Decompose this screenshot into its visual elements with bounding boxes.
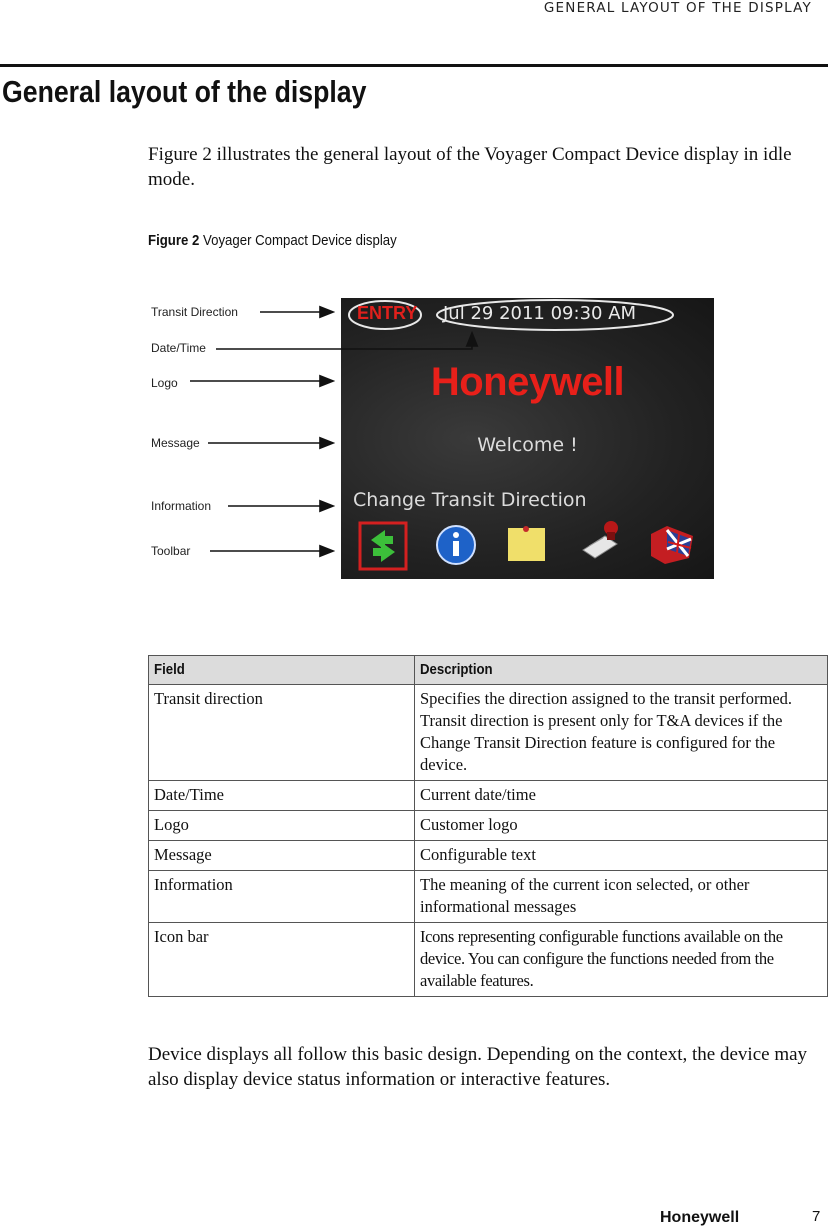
description-cell: Icons representing configurable functions available on the device. You can configure the functions needed from the available features.	[415, 923, 828, 997]
table-header-row	[149, 656, 828, 685]
callout-logo: Logo	[151, 376, 178, 390]
field-cell: Message	[149, 841, 415, 871]
table-row	[149, 781, 828, 811]
figure-number: Figure 2	[148, 232, 200, 249]
welcome-message: Welcome !	[477, 434, 578, 456]
callout-message: Message	[151, 436, 200, 450]
table-row	[149, 841, 828, 871]
transit-direction-indicator: ENTRY	[357, 303, 418, 323]
description-cell: Configurable text	[415, 841, 828, 871]
callout-toolbar: Toolbar	[151, 544, 191, 558]
description-cell: Specifies the direction assigned to the transit performed. Transit direction is present only for T&A devices if the Change Transit Direction feature is configured for the device.	[415, 685, 828, 781]
page-number: 7	[812, 1208, 821, 1225]
table-row	[149, 923, 828, 997]
callout-date-time: Date/Time	[151, 341, 206, 355]
figure-caption	[148, 232, 397, 249]
intro-paragraph: Figure 2 illustrates the general layout of the Voyager Compact Device display in idle mode.	[148, 144, 792, 190]
running-header: GENERAL LAYOUT OF THE DISPLAY	[543, 0, 812, 16]
field-cell: Transit direction	[149, 685, 415, 781]
footer-honeywell-logo: Honeywell	[660, 1209, 740, 1226]
figure-caption-text: Voyager Compact Device display	[203, 232, 397, 249]
information-line: Change Transit Direction	[353, 489, 587, 511]
closing-paragraph: Device displays all follow this basic design. Depending on the context, the device may also display device status information or interactive features.	[148, 1044, 808, 1090]
datetime-readout: Jul 29 2011 09:30 AM	[443, 303, 637, 324]
callout-arrows	[148, 288, 718, 580]
field-cell: Date/Time	[149, 781, 415, 811]
description-cell: The meaning of the current icon selected, or other informational messages	[415, 871, 828, 923]
header-description: Description	[415, 656, 828, 685]
device-display-figure	[148, 288, 718, 580]
header-rule	[0, 64, 828, 67]
description-cell: Current date/time	[415, 781, 828, 811]
page-title: General layout of the display	[2, 74, 367, 109]
callout-transit-direction: Transit Direction	[151, 305, 238, 319]
table-row	[149, 811, 828, 841]
table-row	[149, 685, 828, 781]
header-field: Field	[149, 656, 415, 685]
field-cell: Information	[149, 871, 415, 923]
table-row	[149, 871, 828, 923]
honeywell-logo: Honeywell	[430, 360, 625, 404]
field-description-table	[148, 655, 828, 997]
arrow-date-time	[216, 334, 472, 349]
description-cell: Customer logo	[415, 811, 828, 841]
field-cell: Logo	[149, 811, 415, 841]
field-cell: Icon bar	[149, 923, 415, 997]
callout-information: Information	[151, 499, 212, 513]
